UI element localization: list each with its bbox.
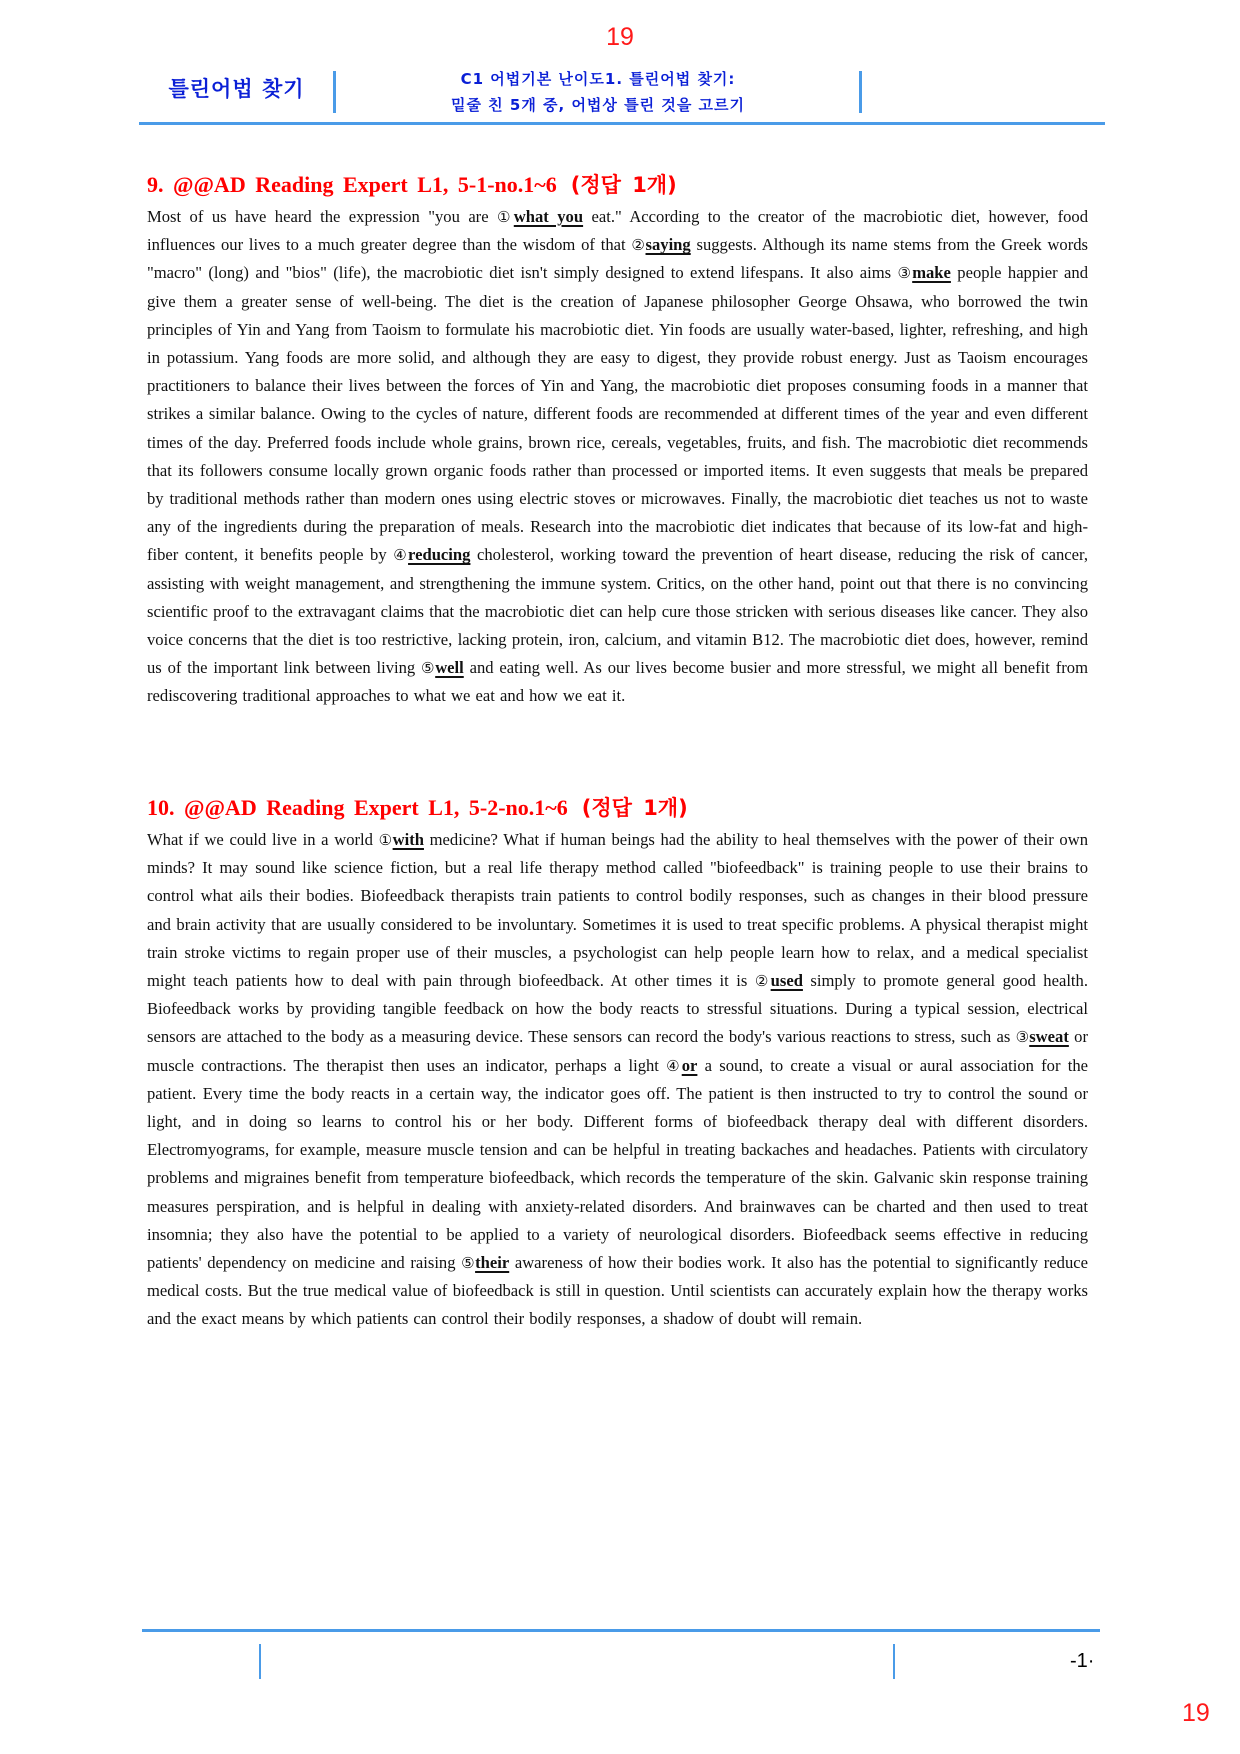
underlined-word: with: [392, 830, 424, 849]
underlined-word: what you: [513, 207, 584, 226]
question-10: [147, 793, 1088, 1334]
question-title-text: 9. @@AD Reading Expert L1, 5-1-no.1~6: [147, 172, 557, 197]
footer-divider-left: [259, 1644, 261, 1679]
question-title: [147, 170, 1088, 200]
choice-number-marker: ①: [378, 831, 393, 849]
question-9: [147, 170, 1088, 711]
choice-number-marker: ④: [666, 1056, 682, 1075]
underlined-word: saying: [645, 235, 691, 255]
question-title: [147, 793, 1088, 823]
choice-number-marker: ①: [497, 208, 514, 226]
passage: What if we could live in a world ①with medicine? What if human beings had the ability to heal themselves with the power of their own minds? It may sound like science fiction, but a real life therapy method called "biofeedback" is training people to use their brains to control what ails their bodies. Biofeedback therapists train patients to control bodily responses, such as changes in their blood pressure and brain activity that are usually considered to be involuntary. Sometimes it is used to treat specific problems. A physical therapist might train stroke victims to regain proper use of their muscles, a psychologist can help people learn how to relax, and a medical specialist might teach patients how to deal with pain through biofeedback. At other times it is ②used simply to promote general good health. Biofeedback works by providing tangible feedback on how the body reacts to stressful situations. During a typical session, electrical sensors are attached to the body as a measuring device. These sensors can record the body's various reactions to stress, such as ③sweat or muscle contractions. The therapist then uses an indicator, perhaps a light ④or a sound, to create a visual or aural association for the patient. Every time the body reacts in a certain way, the indicator goes off. The patient is then instructed to try to control the sound or light, and in doing so learns to control his or her body. Different forms of biofeedback therapy deal with different disorders. Electromyograms, for example, measure muscle tension and can be helpful in treating backaches and headaches. Patients with circulatory problems and migraines benefit from temperature biofeedback, which records the temperature of the skin. Galvanic skin response training measures perspiration, and is helpful in dealing with anxiety-related disorders. And brainwaves can be charted and then used to treat insomnia; they also have the potential to be applied to a variety of neurological disorders. Biofeedback seems effective in reducing patients' dependency on medicine and raising ⑤their awareness of how their bodies work. It also has the potential to significantly reduce medical costs. But the true medical value of biofeedback is still in question. Until scientists can accurately explain how the therapy works and the exact means by which patients can control their bodily responses, a shadow of doubt will remain.: [147, 830, 1089, 1329]
header-rule: [139, 122, 1105, 125]
header-title: 틀린어법 찾기: [168, 77, 305, 101]
underlined-choice: [393, 545, 470, 564]
underlined-choice: [631, 235, 690, 254]
choice-number-marker: ③: [1015, 1028, 1030, 1047]
footer-page-code: -1·: [1070, 1650, 1095, 1672]
page-header: [139, 66, 1105, 124]
underlined-choice: [898, 263, 951, 282]
underlined-choice: [421, 658, 464, 677]
answer-count: (정답 1개): [570, 173, 677, 197]
top-page-number: 19: [606, 23, 634, 51]
bottom-page-number: 19: [1182, 1699, 1210, 1727]
choice-number-marker: ②: [631, 236, 646, 255]
choice-number-marker: ④: [393, 546, 409, 565]
underlined-word: well: [435, 658, 464, 678]
underlined-word: reducing: [408, 545, 471, 565]
underlined-word: sweat: [1029, 1027, 1069, 1047]
header-divider-left: [333, 71, 336, 113]
answer-count: (정답 1개): [581, 796, 688, 820]
footer-rule: [142, 1629, 1100, 1632]
choice-number-marker: ⑤: [461, 1254, 476, 1273]
question-title-text: 10. @@AD Reading Expert L1, 5-2-no.1~6: [147, 795, 568, 820]
underlined-choice: [379, 830, 424, 849]
underlined-choice: [461, 1253, 509, 1272]
passage: Most of us have heard the expression "you are ①what you eat." According to the creator of the macrobiotic diet, however, food influences our lives to a much greater degree than the wisdom of that ②saying suggests. Although its name stems from the Greek words "macro" (long) and "bios" (life), the macrobiotic diet isn't simply designed to extend lifespans. It also aims ③make people happier and give them a greater sense of well-being. The diet is the creation of Japanese philosopher George Ohsawa, who borrowed the twin principles of Yin and Yang from Taoism to formulate his macrobiotic diet. Yin foods are usually water-based, lighter, refreshing, and high in potassium. Yang foods are more solid, and although they are easy to digest, they provide robust energy. Just as Taoism encourages practitioners to balance their lives between the forces of Yin and Yang, the macrobiotic diet proposes consuming foods in a manner that strikes a similar balance. Owing to the cycles of nature, different foods are recommended at different times of the year and even different times of the day. Preferred foods include whole grains, brown rice, cereals, vegetables, fruits, and fish. The macrobiotic diet recommends that its followers consume locally grown organic foods rather than processed or imported items. It even suggests that meals be prepared by traditional methods rather than modern ones using electric stoves or microwaves. Finally, the macrobiotic diet teaches us not to waste any of the ingredients during the preparation of meals. Research into the macrobiotic diet indicates that because of its low-fat and high-fiber content, it benefits people by ④reducing cholesterol, working toward the prevention of heart disease, reducing the risk of cancer, assisting with weight management, and strengthening the immune system. Critics, on the other hand, point out that there is no convincing scientific proof to the extravagant claims that the macrobiotic diet can help cure those stricken with serious diseases like cancer. They also voice concerns that the diet is too restrictive, lacking protein, iron, calcium, and vitamin B12. The macrobiotic diet does, however, remind us of the important link between living ⑤well and eating well. As our lives become busier and more stressful, we might all benefit from rediscovering traditional approaches to what we eat and how we eat it.: [147, 207, 1089, 706]
underlined-word: make: [912, 263, 951, 283]
choice-number-marker: ②: [754, 972, 771, 991]
header-subtitle: [337, 66, 859, 118]
underlined-choice: [1016, 1027, 1069, 1046]
underlined-choice: [755, 971, 803, 990]
underlined-word: or: [681, 1055, 698, 1075]
choice-number-marker: ⑤: [421, 659, 436, 678]
header-subtitle-line2: 밑줄 친 5개 중, 어법상 틀린 것을 고르기: [450, 96, 746, 114]
underlined-word: their: [475, 1253, 510, 1273]
header-divider-right: [859, 71, 862, 113]
underlined-choice: [666, 1056, 697, 1075]
underlined-choice: [497, 207, 583, 226]
footer-divider-right: [893, 1644, 895, 1679]
underlined-word: used: [770, 971, 803, 991]
choice-number-marker: ③: [897, 264, 913, 283]
header-subtitle-line1: C1 어법기본 난이도1. 틀린어법 찾기:: [460, 70, 736, 88]
